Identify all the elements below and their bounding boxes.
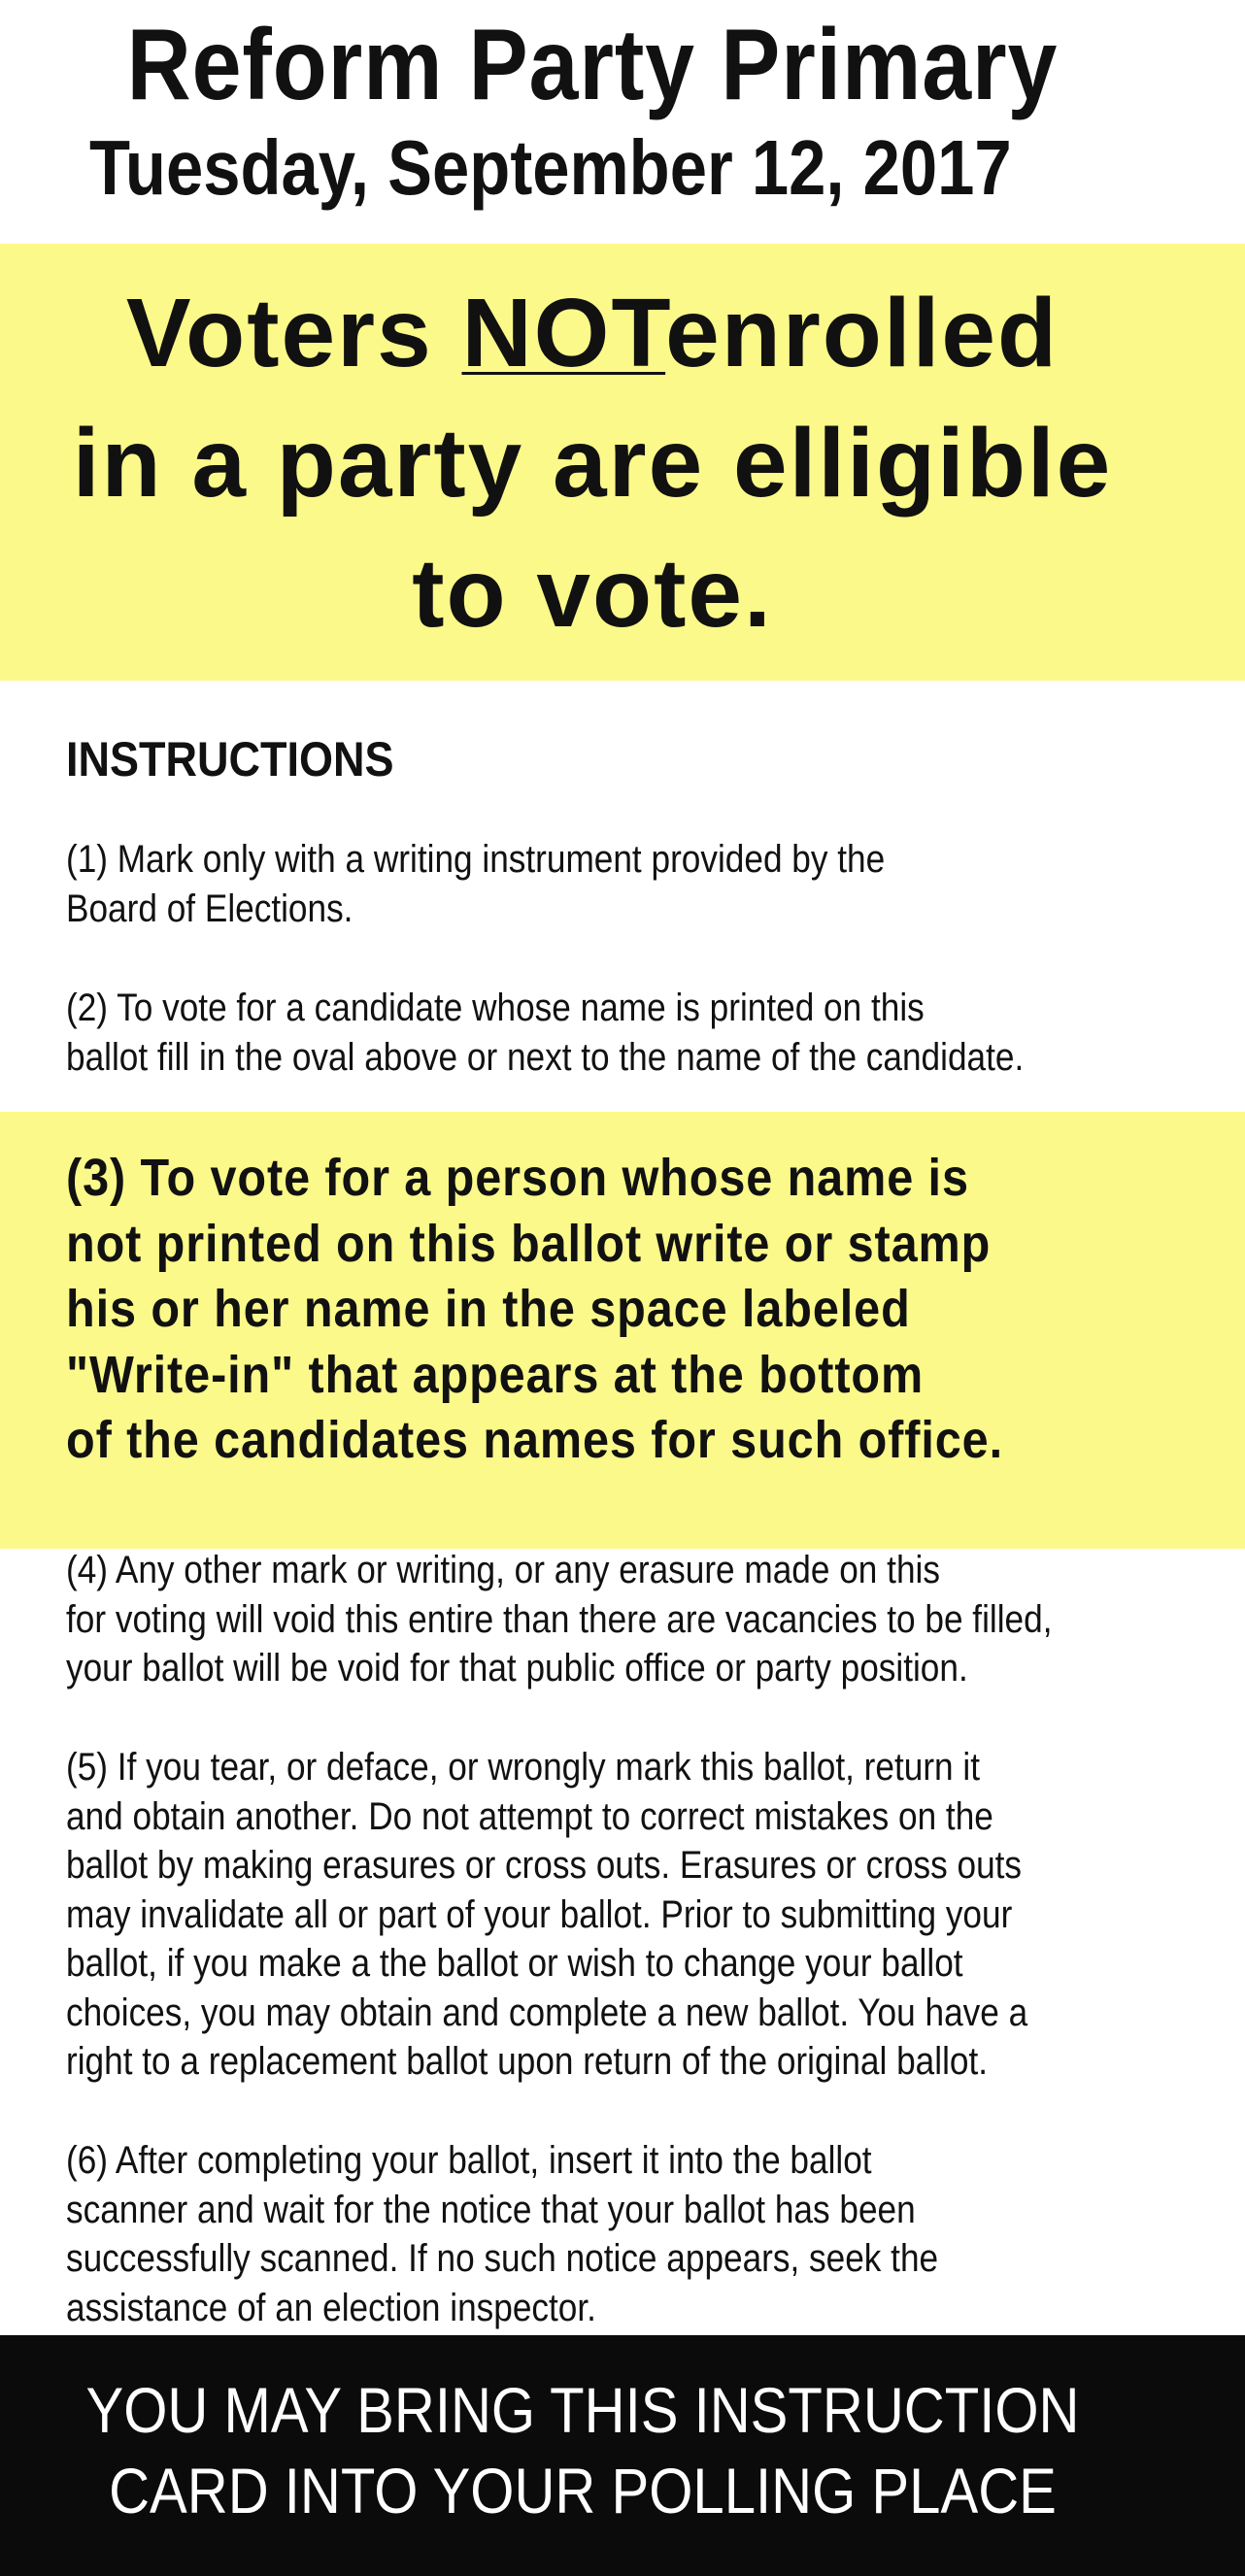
banner-line2: in a party are elligible <box>72 409 1113 518</box>
eligibility-text <box>0 268 1185 658</box>
instruction-item-6: (6) After completing your ballot, insert it into the ballot scanner and wait for the notice that your ballot has been successfully scanned. If no such notice appears, seek the assistance of an election inspector. <box>66 2139 939 2329</box>
instruction-item-5: (5) If you tear, or deface, or wrongly mark this ballot, return it and obtain another. Do not attempt to correct mistakes on the ballot by making erasures or cross outs. Erasures or cross outs may invalidate all or part of your ballot. Prior to submitting your ballot, if you make a the ballot or wish to change your ballot choices, you may obtain and complete a new ballot. You have a right to a replacement ballot upon return of the original ballot. <box>66 1746 1028 2083</box>
election-date: Tuesday, September 12, 2017 <box>89 124 1012 211</box>
instructions-heading: INSTRUCTIONS <box>66 732 394 786</box>
footer-notice <box>0 2335 1245 2576</box>
instruction-item-4: (4) Any other mark or writing, or any erasure made on this for voting will void this entire than there are vacancies to be filled, your ballot will be void for that public office or party position. <box>66 1549 1053 1689</box>
banner-line1-prefix: Voters <box>125 279 462 387</box>
eligibility-banner <box>0 244 1245 681</box>
banner-not-word: NOT <box>461 279 666 387</box>
banner-line3: to vote. <box>412 539 773 648</box>
instruction-item-3: (3) To vote for a person whose name is not printed on this ballot write or stamp his or her name in the space labeled "Write-in" that appears at the bottom of the candidates names for such office. <box>66 1149 1004 1469</box>
header <box>0 0 1245 243</box>
page-title: Reform Party Primary <box>126 9 1059 121</box>
instruction-item-1: (1) Mark only with a writing instrument provided by the Board of Elections. <box>66 838 886 930</box>
banner-line1-suffix: enrolled <box>665 279 1060 387</box>
footer-text: YOU MAY BRING THIS INSTRUCTION CARD INTO YOUR POLLING PLACE <box>85 2374 1080 2526</box>
instruction-item-2: (2) To vote for a candidate whose name is printed on this ballot fill in the oval above or next to the name of the candidate. <box>66 987 1025 1079</box>
